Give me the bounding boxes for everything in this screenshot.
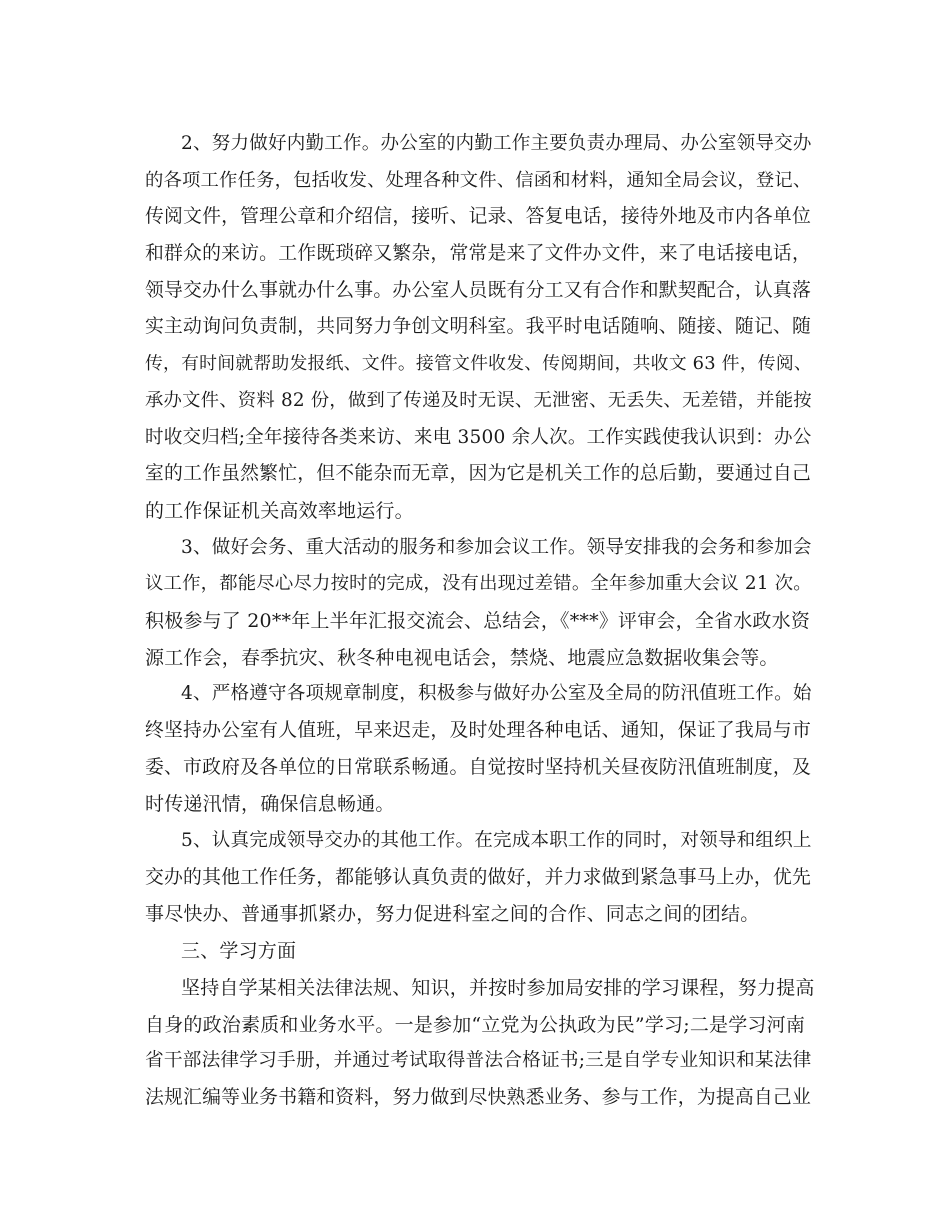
text-line: 三、学习方面 (181, 940, 297, 963)
text-line: 和群众的来访。工作既琐碎又繁杂，常常是来了文件办文件，来了电话接电话， (145, 243, 811, 265)
document-body (145, 126, 815, 1117)
text-line: 领导交办什么事就办什么事。办公室人员既有分工又有合作和默契配合，认真落 (145, 279, 811, 301)
text-line: 时传递汛情，确保信息畅通。 (145, 793, 395, 816)
text-line: 3、做好会务、重大活动的服务和参加会议工作。领导安排我的会务和参加会 (181, 536, 812, 558)
text-line: 坚持自学某相关法律法规、知识，并按时参加局安排的学习课程，努力提高 (181, 976, 815, 999)
text-line: 省干部法律学习手册，并通过考试取得普法合格证书;三是自学专业知识和某法律 (145, 1050, 812, 1072)
text-line: 的各项工作任务，包括收发、处理各种文件、信函和材料，通知全局会议，登记、 (145, 169, 812, 191)
text-line: 交办的其他工作任务，都能够认真负责的做好，并力求做到紧急事马上办，优先 (145, 866, 811, 888)
text-line: 事尽快办、普通事抓紧办，努力促进科室之间的合作、同志之间的团结。 (145, 903, 760, 926)
text-line: 时收交归档;全年接待各类来访、来电 3500 余人次。工作实践使我认识到：办公 (145, 426, 812, 448)
text-line: 传阅文件，管理公章和介绍信，接听、记录、答复电话，接待外地及市内各单位 (145, 206, 811, 228)
text-line: 委、市政府及各单位的日常联系畅通。自觉按时坚持机关昼夜防汛值班制度，及 (145, 756, 811, 778)
text-line: 传，有时间就帮助发报纸、文件。接管文件收发、传阅期间，共收文 63 件，传阅、 (145, 353, 812, 375)
text-line: 承办文件、资料 82 份，做到了传递及时无误、无泄密、无丢失、无差错，并能按 (145, 389, 812, 411)
text-line: 议工作，都能尽心尽力按时的完成，没有出现过差错。全年参加重大会议 21 次。 (145, 573, 812, 595)
text-line: 终坚持办公室有人值班，早来迟走，及时处理各种电话、通知，保证了我局与市 (145, 720, 811, 741)
text-line: 实主动询问负责制，共同努力争创文明科室。我平时电话随响、随接、随记、随 (145, 316, 811, 338)
text-line: 室的工作虽然繁忙，但不能杂而无章，因为它是机关工作的总后勤，要通过自己 (145, 463, 811, 485)
text-line: 2、努力做好内勤工作。办公室的内勤工作主要负责办理局、办公室领导交办 (181, 133, 812, 154)
text-line: 法规汇编等业务书籍和资料，努力做到尽快熟悉业务、参与工作，为提高自己业 (145, 1086, 811, 1108)
text-line: 4、严格遵守各项规章制度，积极参与做好办公室及全局的防汛值班工作。始 (181, 683, 812, 705)
text-line: 积极参与了 20**年上半年汇报交流会、总结会，《***》评审会，全省水政水资 (145, 609, 811, 632)
text-line: 5、认真完成领导交办的其他工作。在完成本职工作的同时，对领导和组织上 (181, 830, 812, 852)
text-line: 自身的政治素质和业务水平。一是参加“立党为公执政为民”学习;二是学习河南 (145, 1013, 806, 1036)
text-line: 源工作会，春季抗灾、秋冬种电视电话会，禁烧、地震应急数据收集会等。 (145, 646, 779, 669)
text-line: 的工作保证机关高效率地运行。 (145, 499, 414, 522)
